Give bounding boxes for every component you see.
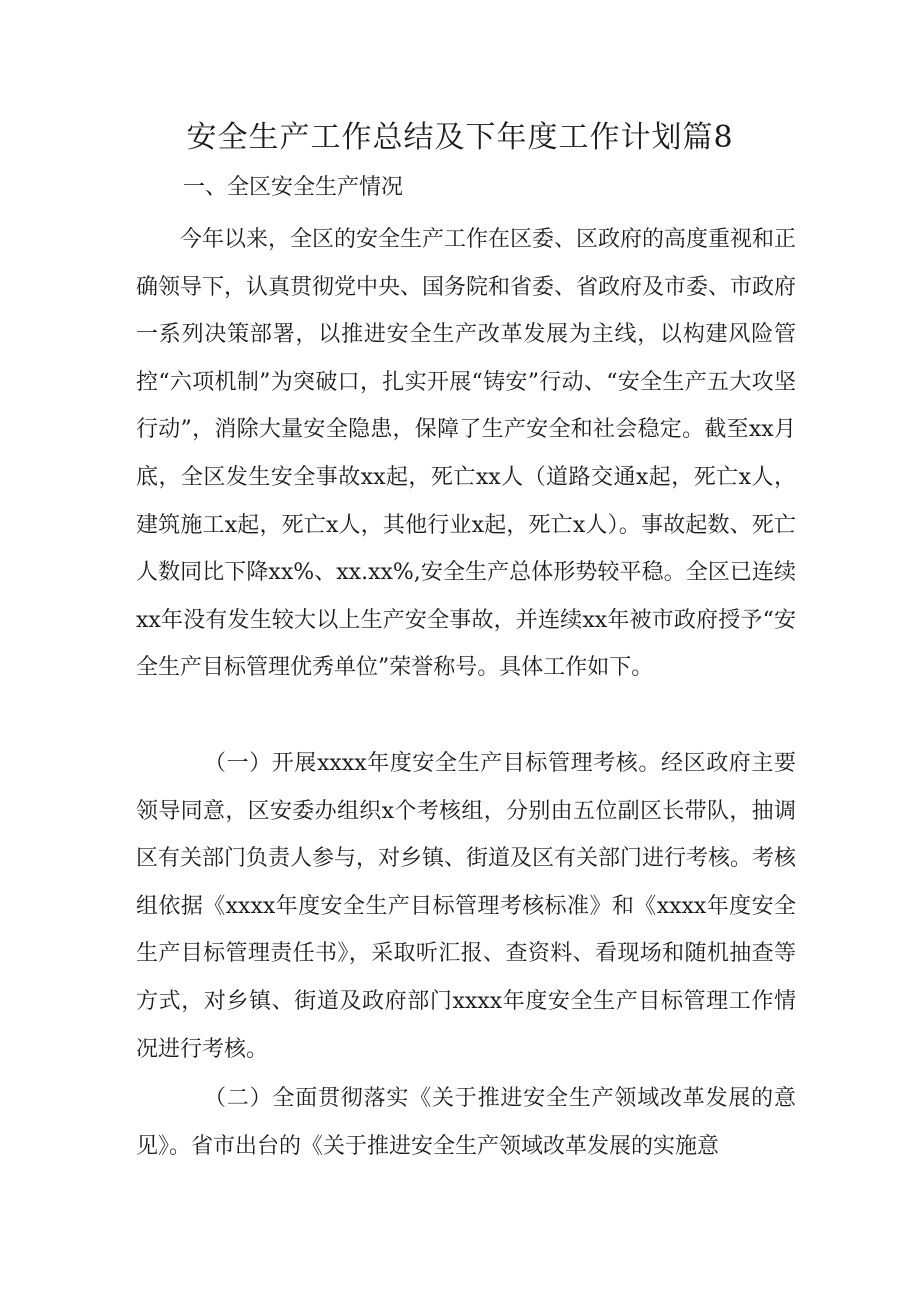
paragraph-item-2: （二）全面贯彻落实《关于推进安全生产领域改革发展的意见》。省市出台的《关于推进安全生产领域改革发展的实施意 [136, 1086, 796, 1159]
paragraph-item-1: （一）开展xxxx年度安全生产目标管理考核。经区政府主要领导同意，区安委办组织x个考核组，分别由五位副区长带队，抽调区有关部门负责人参与，对乡镇、街道及区有关部门进行考核。考核组依据《xxxx年度安全生产目标管理考核标准》和《xxxx年度安全生产目标管理责任书》，采取听汇报、查资料、看现场和随机抽查等方式，对乡镇、街道及政府部门xxxx年度安全生产目标管理工作情况进行考核。 [136, 751, 797, 1062]
document-title: 安全生产工作总结及下年度工作计划篇8 [186, 120, 734, 155]
section-heading: 一、全区安全生产情况 [183, 175, 404, 200]
paragraph-overview: 今年以来，全区的安全生产工作在区委、区政府的高度重视和正确领导下，认真贯彻党中央、国务院和省委、省政府及市委、市政府一系列决策部署，以推进安全生产改革发展为主线，以构建风险管控“六项机制”为突破口，扎实开展“铸安”行动、“安全生产五大攻坚行动”，消除大量安全隐患，保障了生产安全和社会稳定。截至xx月底，全区发生安全事故xx起，死亡xx人（道路交通x起，死亡x人，建筑施工x起，死亡x人，其他行业x起，死亡x人）。事故起数、死亡人数同比下降xx%、xx.xx%,安全生产总体形势较平稳。全区已连续xx年没有发生较大以上生产安全事故，并连续xx年被市政府授予“安全生产目标管理优秀单位”荣誉称号。具体工作如下。 [136, 227, 797, 681]
